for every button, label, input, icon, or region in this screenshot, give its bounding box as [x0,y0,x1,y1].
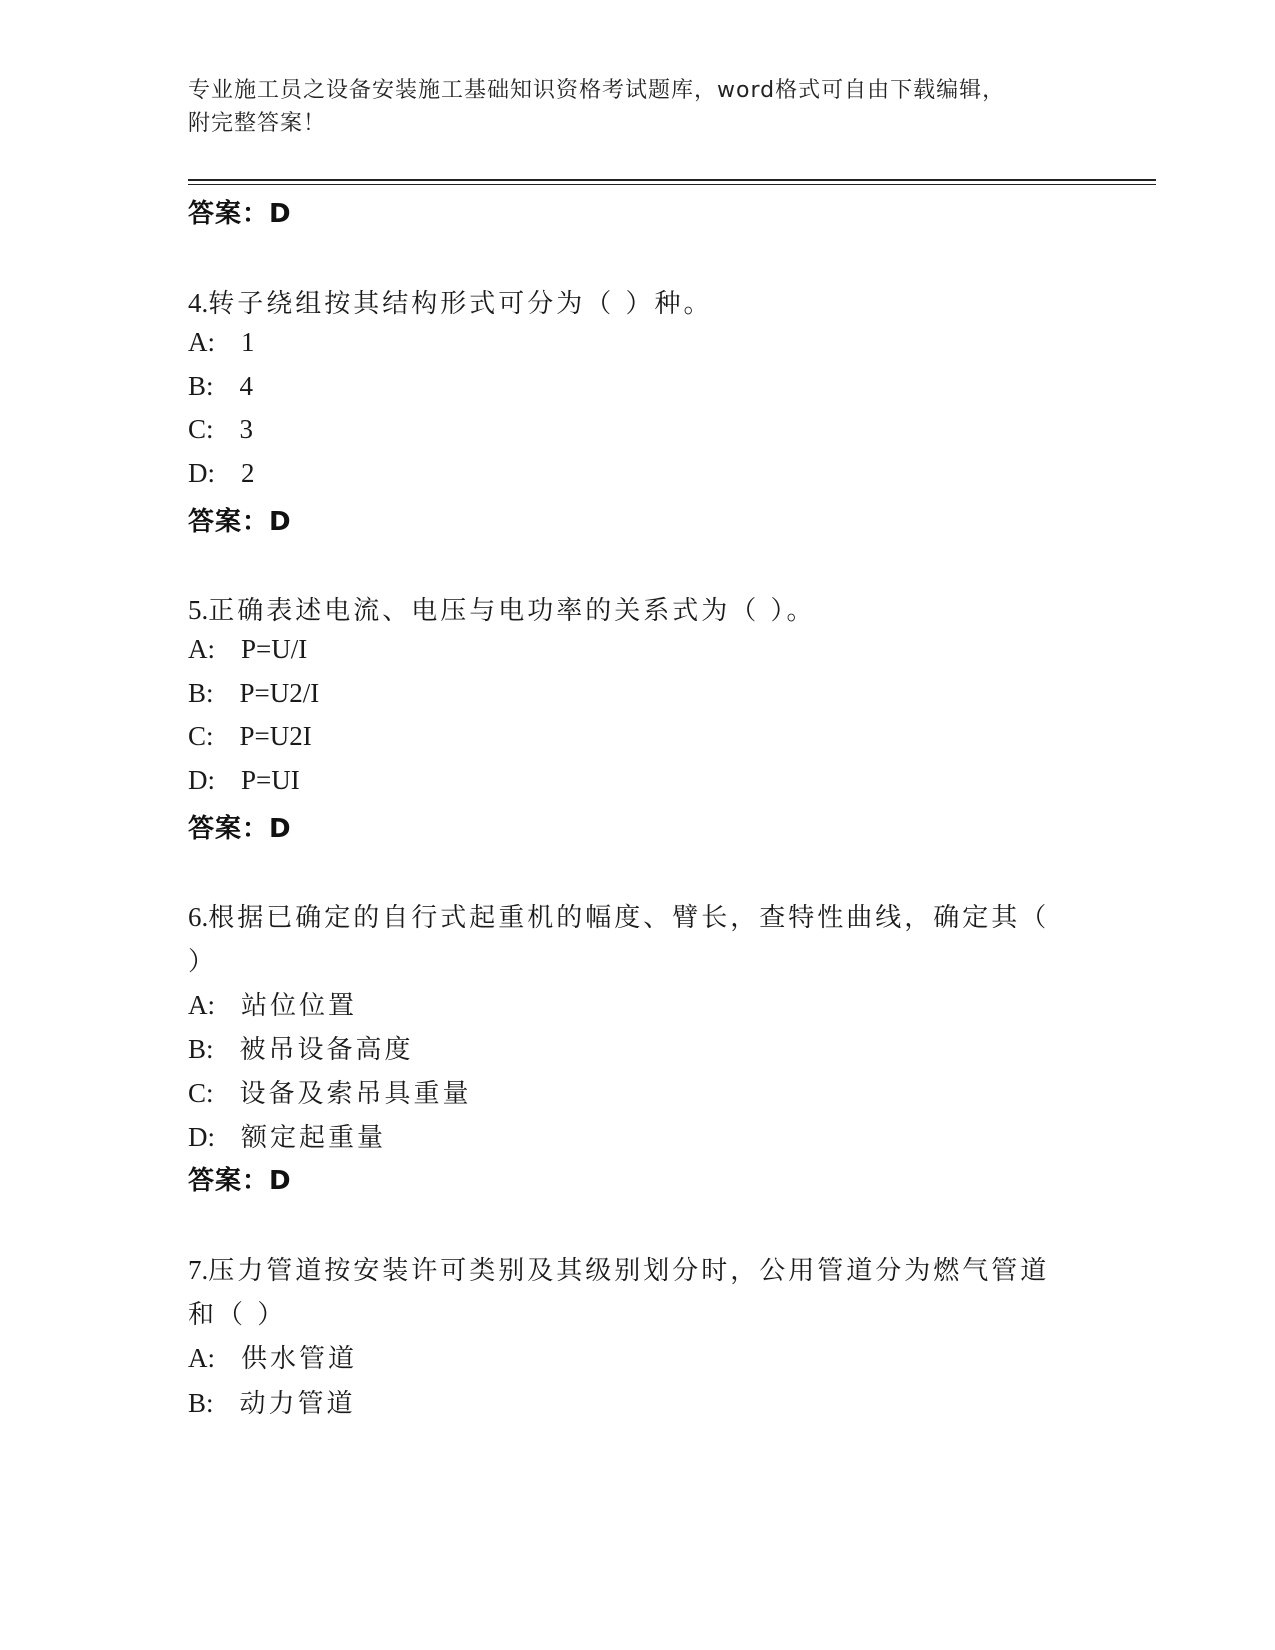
option-d [188,765,300,796]
option-letter: B: [188,1388,214,1418]
header-divider-thick [188,179,1156,181]
answer-line: 答案：D [188,507,292,537]
option-text: 额定起重量 [241,1123,387,1153]
option-letter: A: [188,990,215,1020]
option-letter: C: [188,414,214,444]
question-number: 4. [188,288,209,318]
header-line-1: 专业施工员之设备安装施工基础知识资格考试题库，word格式可自由下载编辑， [188,78,1006,103]
header-divider-thin [188,184,1156,185]
question-number: 5. [188,595,209,625]
option-letter: C: [188,721,214,751]
option-letter: D: [188,458,215,488]
option-letter: B: [188,678,214,708]
option-text: 站位位置 [241,991,358,1021]
option-text: P=U2I [239,721,312,751]
option-text: 2 [241,458,255,488]
option-text: 1 [241,327,255,357]
question-6-stem-continued: ） [188,947,218,977]
option-letter: B: [188,1034,214,1064]
option-a [188,985,357,1022]
option-text: P=UI [241,765,300,795]
question-text: 根据已确定的自行式起重机的幅度、臂长，查特性曲线，确定其（ [208,903,1050,933]
option-a [188,1338,357,1375]
option-text: 供水管道 [241,1344,358,1374]
question-7-stem [188,1250,1049,1287]
question-number: 6. [188,902,209,932]
option-a [188,327,255,358]
option-letter: C: [188,1078,214,1108]
option-b [188,371,253,402]
question-7-stem-continued: 和（ ） [188,1300,287,1330]
question-text: 正确表述电流、电压与电功率的关系式为（ ）。 [208,596,816,626]
header-line-2: 附完整答案！ [188,111,327,136]
option-letter: D: [188,1122,215,1152]
option-text: 被吊设备高度 [239,1035,414,1065]
question-6-stem [188,897,1049,934]
answer-line: 答案：D [188,199,292,229]
option-c [188,1073,472,1110]
option-b [188,1029,414,1066]
option-b [188,678,319,709]
option-letter: A: [188,1343,215,1373]
option-text: P=U/I [241,634,308,664]
option-text: 动力管道 [239,1389,356,1419]
option-letter: A: [188,634,215,664]
option-c [188,414,253,445]
option-text: P=U2/I [239,678,320,708]
option-d [188,1117,386,1154]
option-text: 4 [239,371,254,401]
answer-line: 答案：D [188,1166,292,1196]
option-text: 3 [239,414,254,444]
document-header [188,74,1088,140]
option-text: 设备及索吊具重量 [239,1079,472,1109]
answer-line: 答案：D [188,814,292,844]
question-text: 转子绕组按其结构形式可分为（ ）种。 [208,289,713,319]
option-d [188,458,255,489]
question-number: 7. [188,1255,209,1285]
option-letter: D: [188,765,215,795]
question-text: 压力管道按安装许可类别及其级别划分时，公用管道分为燃气管道 [208,1256,1050,1286]
option-letter: B: [188,371,214,401]
question-4-stem [188,283,713,320]
option-c [188,721,312,752]
option-letter: A: [188,327,215,357]
option-a [188,634,307,665]
option-b [188,1383,356,1420]
question-5-stem [188,590,816,627]
